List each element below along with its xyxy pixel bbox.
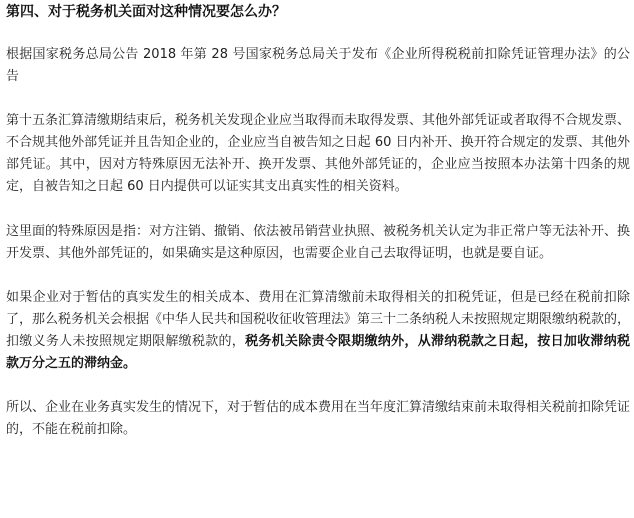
paragraph-special-reasons: 这里面的特殊原因是指：对方注销、撤销、依法被吊销营业执照、被税务机关认定为非正常户等无法补开、换开发票、其他外部凭证的，如果确实是这种原因，也需要企业自己去取得证明，也就是要自证。 xyxy=(6,224,631,261)
paragraph-late-payment-emphasis: 税务机关除责令限期缴纳外，从滞纳税款之日起，按日加收滞纳税款万分之五的滞纳金。 xyxy=(6,334,630,371)
paragraph-late-payment-text: 如果企业对于暂估的真实发生的相关成本、费用在汇算清缴前未取得相关的扣税凭证，但是已经在税前扣除了，那么税务机关会根据《中华人民共和国税收征收管理法》第三十二条纳税人未按照规定期限缴纳税款的，扣缴义务人未按照规定期限解缴税款的， xyxy=(6,290,631,349)
paragraph-article-15: 第十五条汇算清缴期结束后，税务机关发现企业应当取得而未取得发票、其他外部凭证或者取得不合规发票、不合规其他外部凭证并且告知企业的，企业应当自被告知之日起 60 日内补开、换开符合规定的发票、其他外部凭证。其中，因对方特殊原因无法补开、换开发票、其他外部凭证的，企业应当按照本办法第十四条的规定，自被告知之日起 60 日内提供可以证实其支出真实性的相关资料。 xyxy=(6,113,631,194)
paragraph-late-payment xyxy=(6,287,630,375)
paragraph-announcement: 根据国家税务总局公告 2018 年第 28 号国家税务总局关于发布《企业所得税税前扣除凭证管理办法》的公告 xyxy=(6,47,630,84)
paragraph-conclusion: 所以、企业在业务真实发生的情况下，对于暂估的成本费用在当年度汇算清缴结束前未取得相关税前扣除凭证的，不能在税前扣除。 xyxy=(6,400,631,437)
section-heading: 第四、对于税务机关面对这种情况要怎么办？ xyxy=(6,4,286,20)
